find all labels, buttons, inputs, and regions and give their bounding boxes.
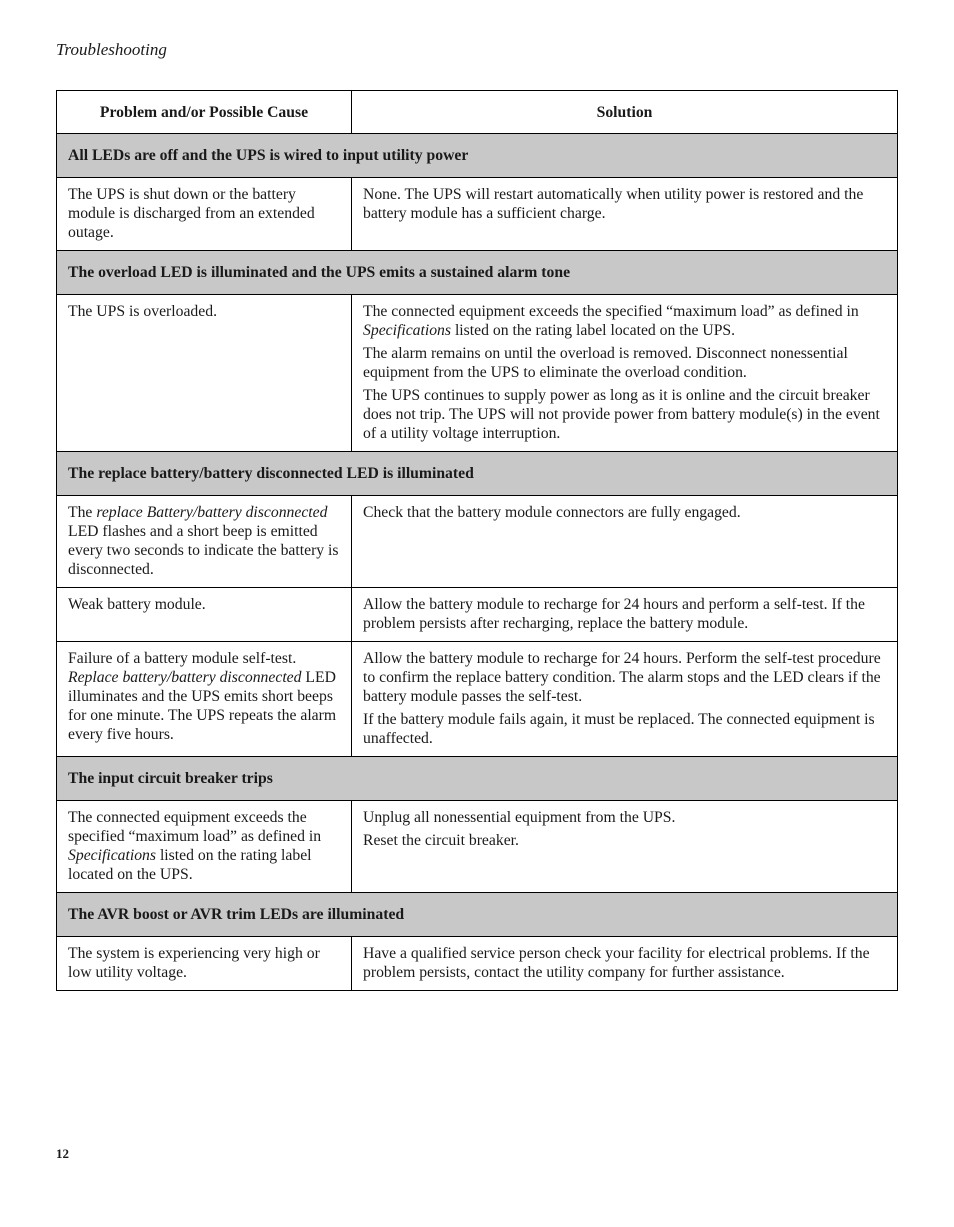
text-run: None. The UPS will restart automatically when utility power is restored and the battery module has a sufficient charge. [363,186,864,222]
problem-cell [57,642,352,757]
text-run: The system is experiencing very high or low utility voltage. [68,945,320,981]
text-run: Unplug all nonessential equipment from the UPS. [363,809,676,826]
section-title: The overload LED is illuminated and the UPS emits a sustained alarm tone [57,251,898,295]
text-run: If the battery module fails again, it must be replaced. The connected equipment is unaffected. [363,711,875,747]
troubleshooting-table [56,90,898,991]
text-run: The connected equipment exceeds the specified “maximum load” as defined in [363,303,859,320]
text-run: listed on the rating label located on the UPS. [68,847,312,883]
solution-paragraph [363,595,886,633]
page-number: 12 [56,1146,69,1161]
column-header-problem: Problem and/or Possible Cause [57,91,352,134]
solution-cell [352,295,898,452]
table-row [57,496,898,588]
problem-cell [57,496,352,588]
text-run: Check that the battery module connectors are fully engaged. [363,504,741,521]
running-head: Troubleshooting [56,40,167,59]
section-header-row [57,757,898,801]
solution-paragraph [363,302,886,340]
solution-cell [352,496,898,588]
text-run: The connected equipment exceeds the specified “maximum load” as defined in [68,809,322,845]
solution-paragraph [363,503,886,522]
text-run: The UPS continues to supply power as long as it is online and the circuit breaker does not trip. The UPS will not provide power from battery module(s) in the event of a utility voltage interruption. [363,387,880,442]
italic-term: replace Battery/battery disconnected [96,504,328,521]
section-header-row [57,134,898,178]
solution-cell [352,178,898,251]
text-run: The alarm remains on until the overload is removed. Disconnect nonessential equipment from the UPS to eliminate the overload condition. [363,345,848,381]
text-run: Weak battery module. [68,596,206,613]
table-row [57,178,898,251]
solution-cell [352,642,898,757]
text-run: Failure of a battery module self-test. [68,650,297,667]
text-run: The UPS is shut down or the battery module is discharged from an extended outage. [68,186,315,241]
section-title: The input circuit breaker trips [57,757,898,801]
solution-paragraph [363,649,886,706]
solution-cell [352,801,898,893]
text-run: illuminates and the UPS emits short beeps for one minute. The UPS repeats the alarm every five hours. [68,688,337,743]
section-title: The AVR boost or AVR trim LEDs are illuminated [57,893,898,937]
solution-paragraph [363,808,886,827]
table-row [57,642,898,757]
text-run: The [68,504,97,521]
section-title: The replace battery/battery disconnected LED is illuminated [57,452,898,496]
problem-cell [57,295,352,452]
table-row [57,295,898,452]
text-run: Have a qualified service person check your facility for electrical problems. If the problem persists, contact the utility company for further assistance. [363,945,870,981]
problem-cell [57,937,352,991]
text-run: LED flashes and a short beep is emitted every two seconds to indicate the battery is disconnected. [68,523,339,578]
text-run: Allow the battery module to recharge for 24 hours. Perform the self-test procedure to confirm the replace battery condition. The alarm stops and the LED clears if the battery module passes the self-test. [363,650,881,705]
solution-cell [352,588,898,642]
text-run: LED [301,669,336,686]
solution-paragraph [363,386,886,443]
solution-cell [352,937,898,991]
text-run: listed on the rating label located on the UPS. [451,322,736,339]
italic-term: Specifications [68,847,157,864]
problem-cell [57,588,352,642]
solution-paragraph [363,831,886,850]
solution-paragraph [363,944,886,982]
solution-paragraph [363,185,886,223]
section-header-row [57,251,898,295]
italic-term: Replace battery/battery disconnected [68,669,302,686]
table-header [57,91,898,134]
italic-term: Specifications [363,322,452,339]
section-header-row [57,893,898,937]
section-header-row [57,452,898,496]
column-header-solution: Solution [352,91,898,134]
problem-cell [57,178,352,251]
text-run: Allow the battery module to recharge for 24 hours and perform a self-test. If the problem persists after recharging, replace the battery module. [363,596,865,632]
text-run: Reset the circuit breaker. [363,832,519,849]
table-row [57,588,898,642]
section-title: All LEDs are off and the UPS is wired to input utility power [57,134,898,178]
table-row [57,801,898,893]
text-run: The UPS is overloaded. [68,303,218,320]
solution-paragraph [363,710,886,748]
table-row [57,937,898,991]
problem-cell [57,801,352,893]
header-row [57,91,898,134]
solution-paragraph [363,344,886,382]
table-body [57,134,898,991]
